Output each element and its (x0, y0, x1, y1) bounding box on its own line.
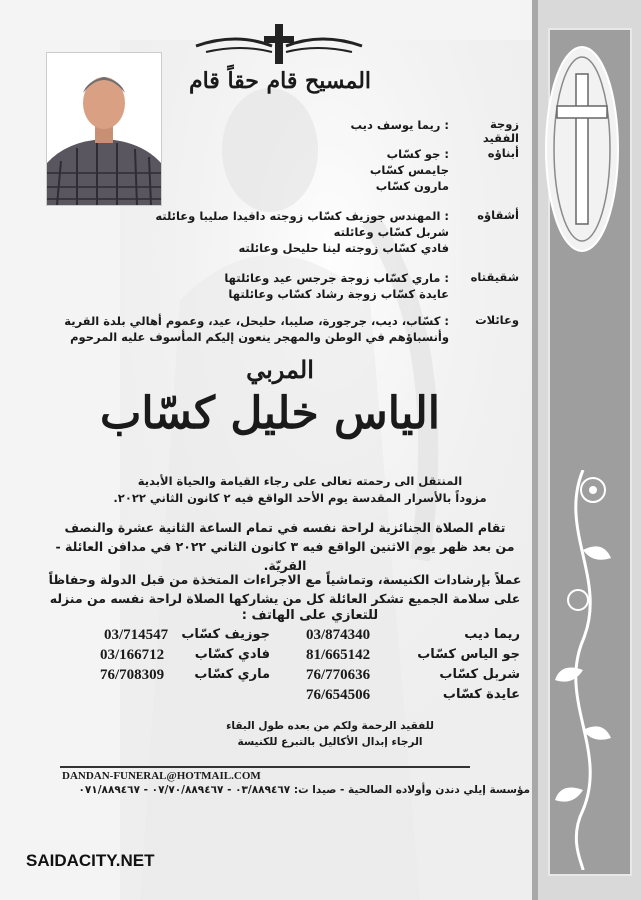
notice-line: على سلامة الجميع تشكر العائلة كل من يشاركها الصلاة لراحة نفسه من منزله (49, 591, 521, 606)
phone-row (70, 667, 520, 687)
notice-line: تقام الصلاة الجنائزية لراحة نفسه في تمام الساعة الثانية عشرة والنصف (64, 520, 506, 535)
contact-name: فادي كسّاب (194, 647, 270, 662)
agency-info: مؤسسة إيلي دندن وأولاده الصالحية - صيدا ت: ٠٣/٨٨٩٤٦٧ - ٠٧/٧٠/٨٨٩٤٦٧ - ٠٧١/٨٨٩٤٦٧ (78, 784, 530, 796)
family-value: عايدة كسّاب زوجة رشاد كسّاب وعائلتها (228, 287, 449, 301)
deceased-name: الياس خليل كسّاب (99, 388, 441, 439)
footer-divider (60, 766, 470, 768)
condolence-phone-list (70, 627, 520, 707)
contact-name: ريما ديب (464, 627, 520, 642)
family-label: شقيقتاه (470, 270, 519, 284)
contact-name: جو الياس كسّاب (417, 647, 520, 662)
phone-number: 81/665142 (306, 647, 371, 663)
family-value: مارون كسّاب (375, 179, 449, 193)
portrait-photo (46, 52, 162, 206)
closing-line: للفقيد الرحمة ولكم من بعده طول البقاء (226, 720, 434, 732)
church-guidance-notice (40, 570, 530, 608)
cross-emblem-icon (543, 44, 621, 254)
family-value: : كسّاب، ديب، جرجورة، صليبا، حليحل، عيد، وعموم أهالي بلدة القرية (64, 314, 449, 328)
phone-row (70, 647, 520, 667)
condolence-heading: للتعازي على الهاتف : (241, 608, 379, 623)
family-label: زوجة الفقيد (482, 117, 519, 145)
family-value: : ماري كسّاب زوجة جرجس عيد وعائلتها (224, 271, 449, 285)
family-label: أبناؤه (487, 146, 519, 160)
phone-number: 03/714547 (104, 627, 169, 643)
family-label: أشقاؤه (477, 208, 519, 222)
family-value: فادي كسّاب زوجته لينا حليحل وعائلته (238, 241, 449, 255)
notice-line: عملاً بإرشادات الكنيسة، وتماشياً مع الاجراءات المتخذة من قبل الدولة وحفاظاً (48, 572, 522, 587)
contact-name: جوزيف كسّاب (181, 627, 270, 642)
cross-ornament-icon (186, 22, 372, 66)
notice-line: من بعد ظهر يوم الاثنين الواقع فيه ٣ كانون الثاني ٢٠٢٢ في مدافن العائلة - القريّة. (55, 539, 515, 573)
closing-line: الرجاء إبدال الأكاليل بالتبرع للكنيسة (237, 736, 423, 748)
contact-name: ماري كسّاب (194, 667, 270, 682)
passing-notice (70, 473, 530, 507)
deceased-title: المربي (246, 355, 314, 384)
contact-name: شربل كسّاب (439, 667, 520, 682)
closing-note (200, 718, 460, 750)
family-value: : المهندس جوزيف كسّاب زوجته دافيدا صليبا وعائلته (155, 209, 449, 223)
phone-number: 03/874340 (306, 627, 371, 643)
family-value: : جو كسّاب (386, 147, 449, 161)
phone-number: 76/770636 (306, 667, 371, 683)
contact-email: DANDAN-FUNERAL@HOTMAIL.COM (62, 770, 261, 782)
resurrection-heading: المسيح قام حقاً قام (188, 68, 372, 94)
family-label: وعائلات (475, 313, 519, 327)
floral-vine-icon (548, 470, 618, 870)
family-value: وأنسباؤهم في الوطن والمهجر ينعون إليكم المأسوف عليه المرحوم (70, 330, 449, 344)
contact-name: عايدة كسّاب (442, 687, 520, 702)
phone-row (70, 687, 520, 707)
funeral-notice (40, 518, 530, 575)
phone-number: 76/708309 (100, 667, 165, 683)
notice-line: مزوداً بالأسرار المقدسة يوم الأحد الواقع فيه ٢ كانون الثاني ٢٠٢٢. (113, 491, 487, 505)
phone-number: 76/654506 (306, 687, 371, 703)
phone-number: 03/166712 (100, 647, 165, 663)
family-value: : ريما يوسف ديب (350, 118, 449, 132)
site-watermark: SAIDACITY.NET (26, 851, 155, 870)
family-value: شربل كسّاب وعائلته (333, 225, 449, 239)
family-value: جايمس كسّاب (369, 163, 449, 177)
phone-row (70, 627, 520, 647)
notice-line: المنتقل الى رحمته تعالى على رجاء القيامة والحياة الأبدية (137, 474, 463, 488)
